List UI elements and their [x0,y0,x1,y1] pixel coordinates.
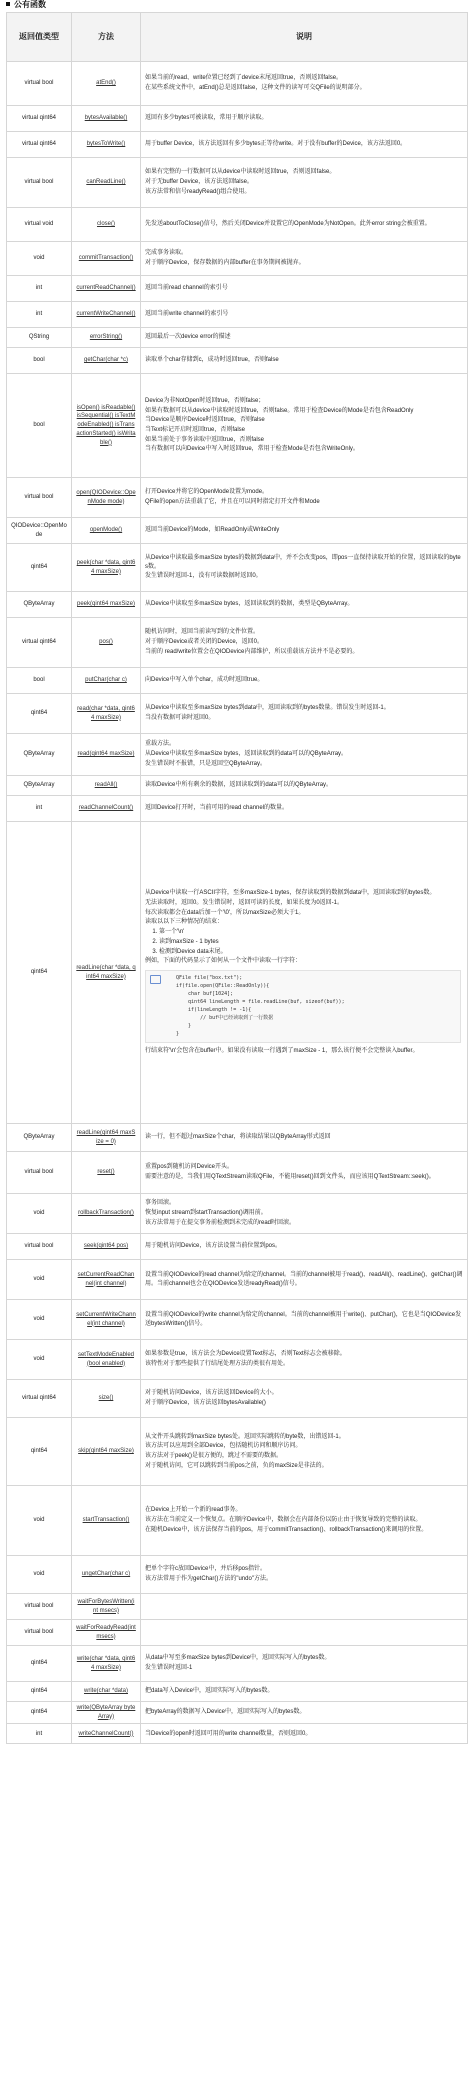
table-row [7,132,468,158]
method-cell [72,1486,141,1556]
method-cell [72,1646,141,1682]
table-row [7,776,468,796]
return-type-cell: QByteArray [7,592,72,618]
description-paragraph: 发生错误时不报错，只是返回空QByteArray。 [145,760,267,767]
table-row [7,302,468,328]
description-paragraph: 在Device上开始一个新的read事务。 [145,1507,242,1514]
return-type-cell: void [7,1300,72,1340]
table-row [7,106,468,132]
description-paragraph: 当前的 read/write位置会在QIODevice内部维护，所以重载该方法并不是必要的。 [145,648,359,655]
table-row [7,1620,468,1646]
table-row [7,242,468,276]
description-paragraph: 当没有数据可读时返回0。 [145,715,215,721]
method-cell [72,734,141,776]
description-cell [141,1418,468,1486]
description-paragraph: 把单个字符c放回Device中，并后移pos指针。 [145,1566,267,1573]
description-paragraph: 当Text标记开启时返回true，否则false [145,427,246,433]
description-paragraph: 无法读取时，返回0。发生错误时，返回可读的长度，如果长度为0返回-1。 [145,900,344,907]
description-paragraph: 在某些系统文件中，atEnd()总是返回false，这种文件的读写可交QFile的说明部分。 [145,85,366,91]
table-row [7,208,468,242]
description-paragraph: Device为非NotOpen时返回true，否则false； [145,397,265,404]
description-cell [141,1486,468,1556]
column-header-description: 说明 [141,13,468,62]
table-row [7,1124,468,1152]
method-link[interactable]: open(QIODevice::OpenMode mode) [76,489,136,505]
method-link[interactable]: waitForReadyRead(int msecs) [76,1624,136,1640]
description-cell [141,348,468,374]
method-link[interactable]: seek(qint64 pos) [83,1243,129,1250]
description-paragraph: 当有数据可以向Device中写入时返回true，常用于检查Mode是否包含WriteOnly。 [145,446,359,453]
description-cell [141,1234,468,1260]
method-link[interactable]: currentWriteChannel() [76,311,136,318]
description-paragraph: 发生错误时返回-1 [145,1665,193,1671]
table-row [7,374,468,478]
description-paragraph: 对于随机访问Device，该方法返回Device的大小。 [145,1390,278,1397]
method-link[interactable]: close() [96,221,115,228]
description-paragraph: 读取单个char存储到c，成功时返回true，否则false [145,357,279,364]
description-cell [141,668,468,694]
method-link[interactable]: readLine(qint64 maxSize = 0) [76,1129,136,1145]
section-title: 公有函数 [14,0,46,9]
method-cell [72,328,141,348]
description-paragraph: 返回当前write channel的索引号 [145,311,229,318]
return-type-cell: QByteArray [7,776,72,796]
table-row [7,328,468,348]
method-cell [72,242,141,276]
description-paragraph: 每次读取都会在data后加一个'\0'，所以maxSize必须大于1。 [145,909,305,916]
column-header-type: 返回值类型 [7,13,72,62]
list-item: 1. 第一个'\n' [159,928,463,937]
description-paragraph: QFile的open方法重载了它，并且在可以同时指定打开文件和Mode [145,499,320,505]
description-cell [141,796,468,822]
description-paragraph: 读一行，但不超过maxSize个char，将读取结果以QByteArray形式返回 [145,1134,331,1141]
description-paragraph: 如果当前处于事务读取中返回true，否则false [145,436,265,443]
description-paragraph: 返回有多少bytes可被读取，常用于顺序读取。 [145,115,268,122]
description-cell [141,1340,468,1380]
description-cell [141,374,468,478]
table-row [7,668,468,694]
description-paragraph: 返回最后一次device error的描述 [145,334,231,341]
return-type-cell: qint64 [7,1682,72,1702]
method-link[interactable]: openMode() [89,527,123,534]
description-paragraph: 用于随机访问Device，该方法设置当前位置到pos。 [145,1243,282,1250]
description-paragraph: 发生错误时返回-1，没有可读数据时返回0。 [145,573,262,580]
method-link[interactable]: readChannelCount() [78,805,134,812]
return-type-cell: bool [7,374,72,478]
table-row [7,1340,468,1380]
return-type-cell: virtual bool [7,1594,72,1620]
table-row [7,734,468,776]
section-heading [6,0,46,10]
description-paragraph: 把data写入Device中，返回实际写入的bytes数。 [145,1688,274,1695]
table-row [7,518,468,544]
description-paragraph: 从data中写至多maxSize bytes到Device中，返回实际写入的bytes数。 [145,1655,331,1662]
method-cell [72,1702,141,1724]
method-cell [72,276,141,302]
description-paragraph: 需要注意的是，当我们用QTextStream读取QFile，不能用reset()回到文件头，而应该用QTextStream::seek()。 [145,1174,435,1180]
method-link[interactable]: reset() [97,1169,115,1176]
description-paragraph: 行结束符'\n'会包含在buffer中。如果没有读取一行遇到了maxSize - 1，那么该行便不会完整读入buffer。 [145,1047,419,1054]
description-paragraph: 如果当前的read、write位置已经到了device末尾返回true，否则返回false。 [145,75,343,82]
description-cell [141,302,468,328]
method-link[interactable]: isOpen() isReadable() isSequential() isTextModeEnabled() isTransactionStarted() isWritable() [76,404,136,446]
method-link[interactable]: ungetChar(char c) [81,1571,131,1578]
return-type-cell: virtual bool [7,62,72,106]
description-paragraph: 事务回滚。 [145,1200,176,1207]
description-paragraph: 在随机Device中，该方法保存当前的pos，用于commitTransaction()、rollbackTransaction()来调用的位置。 [145,1526,428,1533]
method-cell [72,1556,141,1594]
method-link[interactable]: setCurrentReadChannel(int channel) [77,1271,135,1287]
method-link[interactable]: write(char *data, qint64 maxSize) [76,1655,136,1671]
method-cell [72,668,141,694]
return-type-cell: virtual bool [7,1234,72,1260]
table-row [7,1682,468,1702]
description-cell [141,734,468,776]
description-paragraph: 重置pos到随机访问Device开头。 [145,1164,234,1171]
description-cell [141,1194,468,1234]
description-cell [141,776,468,796]
method-cell [72,694,141,734]
table-row [7,1234,468,1260]
description-cell [141,1380,468,1418]
description-paragraph: 设置当前QIODevice的read channel为给定的channel。当前的channel被用于read()、readAll()、readLine()、getChar()调用。当前channel也会在QIODevice发送readyRead()信号。 [145,1271,463,1287]
table-header-row [7,13,468,62]
table-row [7,1702,468,1724]
description-cell [141,1702,468,1724]
method-link[interactable]: skip(qint64 maxSize) [78,1448,134,1455]
table-row [7,796,468,822]
description-paragraph: 向Device中写入单个char，成功时返回true。 [145,677,264,684]
return-type-cell: virtual bool [7,1152,72,1194]
method-cell [72,518,141,544]
method-link[interactable]: startTransaction() [82,1517,130,1524]
column-header-method: 方法 [72,13,141,62]
description-paragraph: 用于buffer Device，该方法返回有多少bytes正等待write。对于没有buffer的Device，该方法返回0。 [145,141,407,148]
description-paragraph: 对于顺序Device，保存数据的内部buffer在事务期间被抛弃。 [145,260,305,266]
description-paragraph: 读取以以下三种情况的结束： [145,919,224,926]
table-row [7,1194,468,1234]
description-paragraph: 该方法对于peek()是很方便的，跳过不需要的数据。 [145,1453,283,1459]
method-link[interactable]: readAll() [94,782,118,789]
method-link[interactable]: setTextModeEnabled(bool enabled) [77,1351,135,1367]
method-link[interactable]: atEnd() [96,80,116,87]
return-type-cell: bool [7,348,72,374]
table-row [7,592,468,618]
return-type-cell: QByteArray [7,1124,72,1152]
description-paragraph: 打开Device并将它的OpenMode设置为mode。 [145,489,269,496]
description-cell [141,822,468,1124]
table-row [7,348,468,374]
description-cell [141,328,468,348]
table-row [7,158,468,208]
code-line: QFile file("box.txt"); [176,974,243,981]
table-row [7,1724,468,1744]
table-row [7,544,468,592]
method-link[interactable]: putChar(char c) [85,677,127,684]
table-row [7,478,468,518]
code-line: qint64 lineLength = file.readLine(buf, sizeof(buf)); [176,998,345,1005]
method-cell [72,1418,141,1486]
description-paragraph: 对于无buffer Device，该方法返回false。 [145,179,253,186]
description-cell [141,1646,468,1682]
method-link[interactable]: canReadLine() [86,179,126,186]
description-paragraph: 从Device中读取一行ASCII字符，至多maxSize-1 bytes，保存读取到的数据到data中，返回读取到的bytes数。 [145,890,436,897]
description-cell [141,518,468,544]
description-paragraph: 设置当前QIODevice的write channel为给定的channel。当前的channel被用于write()、putChar()，它也是当QIODevice发送bytesWritten()信号。 [145,1311,462,1327]
code-line: if(lineLength != -1){ [176,1006,252,1013]
method-link[interactable]: bytesAvailable() [84,115,128,122]
return-type-cell: virtual bool [7,158,72,208]
method-cell [72,106,141,132]
description-cell [141,62,468,106]
return-type-cell: virtual qint64 [7,1380,72,1418]
code-line: } [176,1030,180,1037]
method-link[interactable]: peek(qint64 maxSize) [76,601,136,608]
description-paragraph: 把byteArray的数据写入Device中，返回实际写入的bytes数。 [145,1709,306,1716]
return-type-cell: QByteArray [7,734,72,776]
method-link[interactable]: read(qint64 maxSize) [77,751,135,758]
description-paragraph: 从Device中读取至多maxSize bytes到data中，返回读取到的bytes数量。错误发生时返回-1。 [145,705,390,712]
method-link[interactable]: getChar(char *c) [83,357,128,364]
method-cell [72,822,141,1124]
method-link[interactable]: write(char *data) [83,1688,128,1695]
description-paragraph: 随机访问时，返回当前读写到的文件位置。 [145,629,260,636]
description-paragraph: 对于顺序Device或者关闭的Device，返回0。 [145,639,264,646]
code-line: char buf[1024]; [176,990,234,997]
return-type-cell: virtual bool [7,478,72,518]
table-row [7,1152,468,1194]
code-block [145,970,461,1043]
description-cell [141,1594,468,1620]
method-link[interactable]: setCurrentWriteChannel(int channel) [76,1311,136,1327]
method-cell [72,132,141,158]
method-link[interactable]: peek(char *data, qint64 maxSize) [76,559,136,575]
method-cell [72,62,141,106]
method-cell [72,1152,141,1194]
end-condition-list [159,928,463,956]
description-paragraph: 完成事务读取。 [145,250,188,257]
description-paragraph: 对于顺序Device，该方法返回bytesAvailable() [145,1400,266,1406]
list-item: 2. 读到maxSize - 1 bytes [159,938,463,947]
method-cell [72,478,141,518]
description-cell [141,1300,468,1340]
code-line: // buf中已经读取到了一行数据 [176,1014,274,1021]
table-row [7,276,468,302]
description-paragraph: 该方法常用于在提交事务前检测到未完成的read时回滚。 [145,1219,296,1226]
return-type-cell: void [7,1260,72,1300]
return-type-cell: int [7,302,72,328]
return-type-cell: bool [7,668,72,694]
return-type-cell: qint64 [7,822,72,1124]
description-paragraph: 该方法在当前定义一个恢复点。在顺序Device中，数据会在内部备份以防止由于恢复导致的完整的读取。 [145,1517,422,1524]
description-paragraph: 该方法常和信号readyRead()组合使用。 [145,188,251,195]
method-cell [72,592,141,618]
return-type-cell: virtual bool [7,1620,72,1646]
method-cell [72,348,141,374]
description-cell [141,1556,468,1594]
description-paragraph: 该特性对于那些提供了行结尾处理方法的类很有用处。 [145,1361,290,1367]
return-type-cell: virtual void [7,208,72,242]
method-cell [72,1380,141,1418]
code-line: } [176,1022,192,1029]
description-cell [141,694,468,734]
description-cell [141,276,468,302]
method-cell [72,618,141,668]
table-row [7,694,468,734]
table-row [7,1300,468,1340]
description-paragraph: 读取Device中所有剩余的数据，返回读取到的data可以的QByteArray。 [145,782,333,789]
return-type-cell: qint64 [7,694,72,734]
method-cell [72,1620,141,1646]
description-cell [141,1682,468,1702]
description-cell [141,592,468,618]
method-cell [72,1194,141,1234]
description-cell [141,478,468,518]
description-paragraph: 该方法可以应用到全部Device，包括随机访问和顺序访问。 [145,1443,302,1450]
method-link[interactable]: currentReadChannel() [76,285,136,292]
description-paragraph: 返回当前Device的Mode，如ReadOnly或WriteOnly [145,527,280,534]
bullet-icon [6,2,10,6]
return-type-cell: int [7,1724,72,1744]
table-row [7,1646,468,1682]
description-paragraph: 该方法常用于作为getChar()方法的"undo"方法。 [145,1576,272,1582]
method-link[interactable]: waitForBytesWritten(int msecs) [77,1598,135,1614]
return-type-cell: void [7,242,72,276]
return-type-cell: virtual qint64 [7,618,72,668]
description-cell [141,1620,468,1646]
return-type-cell: void [7,1194,72,1234]
description-cell [141,132,468,158]
description-paragraph: 重载方法。 [145,741,176,748]
return-type-cell: virtual qint64 [7,132,72,158]
table-row [7,822,468,1124]
return-type-cell: void [7,1340,72,1380]
method-link[interactable]: rollbackTransaction() [78,1210,134,1217]
list-item: 3. 检测到Device data末尾。 [159,948,463,957]
method-cell [72,374,141,478]
method-cell [72,1594,141,1620]
description-cell [141,158,468,208]
table-row [7,62,468,106]
return-type-cell: void [7,1486,72,1556]
return-type-cell: int [7,796,72,822]
method-link[interactable]: size() [98,1395,114,1402]
description-paragraph: 当Device是顺序Device时返回true，否则false [145,417,265,424]
method-cell [72,1124,141,1152]
table-row [7,618,468,668]
method-link[interactable]: bytesToWrite() [86,141,126,148]
description-paragraph: 如果有完整的一行数据可以从device中读取时返回true，否则返回false。 [145,169,336,176]
return-type-cell: int [7,276,72,302]
method-cell [72,796,141,822]
description-cell [141,618,468,668]
method-cell [72,544,141,592]
description-paragraph: 从文件开头跳转到maxSize bytes处。返回实际跳转的byte数，出错返回-1。 [145,1433,345,1440]
description-cell [141,1124,468,1152]
description-cell [141,208,468,242]
description-cell [141,242,468,276]
method-cell [72,1260,141,1300]
table-row [7,1594,468,1620]
api-table [6,12,468,1744]
description-paragraph: 例如，下面的代码显示了如何从一个文件中读取一行字符： [145,958,302,965]
return-type-cell: qint64 [7,1418,72,1486]
method-cell [72,1234,141,1260]
description-cell [141,1260,468,1300]
method-cell [72,1724,141,1744]
description-paragraph: 从Device中读取最多maxSize bytes的数据到data中，并不会改变pos，即pos一直保持读取开始的位置，返回读取的bytes数。 [145,554,461,570]
method-link[interactable]: pos() [99,639,113,646]
method-cell [72,208,141,242]
description-paragraph: 当Device的open时返回可用的write channel数量，否则返回0。 [145,1730,312,1737]
description-paragraph: 如果参数是true，该方法会为Device设置Text标志，否则Text标志会被移除。 [145,1351,346,1358]
return-type-cell: void [7,1556,72,1594]
description-paragraph: 从Device中读取至多maxSize bytes，返回读取到的数据，类型是QByteArray。 [145,601,354,608]
description-cell [141,106,468,132]
table-row [7,1380,468,1418]
description-cell [141,1724,468,1744]
return-type-cell: qint64 [7,1646,72,1682]
method-link[interactable]: writeChannelCount() [78,1730,134,1737]
method-link[interactable]: commitTransaction() [78,255,134,262]
return-type-cell: QString [7,328,72,348]
method-link[interactable]: read(char *data, qint64 maxSize) [77,705,135,721]
return-type-cell: qint64 [7,544,72,592]
method-cell [72,302,141,328]
method-cell [72,1340,141,1380]
description-paragraph: 先发送aboutToClose()信号，然后关闭Device并设置它的OpenMode为NotOpen。此外error string会被重置。 [145,221,431,228]
method-cell [72,158,141,208]
table-row [7,1556,468,1594]
table-row [7,1260,468,1300]
return-type-cell: virtual qint64 [7,106,72,132]
description-paragraph: 从Device中读取至多maxSize bytes，返回读取到的data可以的QByteArray。 [145,751,348,758]
method-link[interactable]: write(QByteArray byteArray) [76,1705,136,1720]
table-row [7,1418,468,1486]
method-cell [72,1682,141,1702]
description-paragraph: 对于随机访问，它可以跳转到当前pos之前，负的maxSize是非法的。 [145,1462,328,1469]
method-cell [72,1300,141,1340]
description-paragraph: 恢复input stream到startTransaction()调用前。 [145,1210,267,1217]
table-row [7,1486,468,1556]
description-paragraph: 返回Device打开时，当前可用的read channel的数量。 [145,805,289,812]
description-paragraph: 如果有数据可以从device中读取时返回true，否则false。常用于检查Device的Mode是否包含ReadOnly [145,407,414,414]
copy-icon[interactable] [150,975,161,984]
return-type-cell: qint64 [7,1702,72,1724]
return-type-cell: QIODevice::OpenMode [7,518,72,544]
code-line: if(file.open(QFile::ReadOnly)){ [176,982,270,989]
description-cell [141,1152,468,1194]
method-link[interactable]: readLine(char *data, qint64 maxSize) [76,964,136,980]
method-link[interactable]: errorString() [89,334,123,341]
description-paragraph: 返回当前read channel的索引号 [145,285,228,292]
description-cell [141,544,468,592]
method-cell [72,776,141,796]
